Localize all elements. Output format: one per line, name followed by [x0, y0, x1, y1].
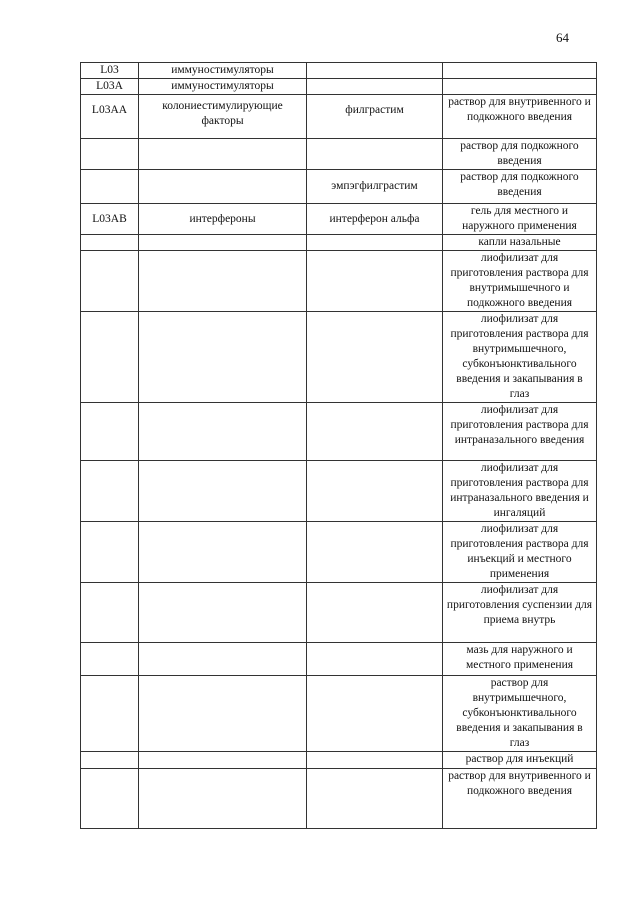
cell-drug — [307, 461, 443, 522]
cell-drug — [307, 312, 443, 403]
cell-code — [81, 752, 139, 769]
table-row — [81, 312, 597, 403]
cell-form — [443, 63, 597, 79]
cell-form: раствор для внутривенного и подкожного введения — [443, 769, 597, 829]
page-number: 64 — [556, 30, 569, 45]
cell-drug — [307, 752, 443, 769]
table-row — [81, 522, 597, 583]
cell-code — [81, 312, 139, 403]
drug-table — [80, 62, 597, 829]
cell-group — [139, 769, 307, 829]
cell-drug — [307, 63, 443, 79]
cell-form: капли назальные — [443, 235, 597, 251]
cell-drug — [307, 139, 443, 170]
cell-group: колониестимулирующие факторы — [139, 95, 307, 139]
cell-group — [139, 139, 307, 170]
cell-group — [139, 752, 307, 769]
cell-drug — [307, 235, 443, 251]
table-row — [81, 79, 597, 95]
cell-group — [139, 461, 307, 522]
cell-code: L03 — [81, 63, 139, 79]
cell-form: лиофилизат для приготовления раствора для интраназального введения — [443, 403, 597, 461]
cell-drug — [307, 522, 443, 583]
cell-group: иммуностимуляторы — [139, 63, 307, 79]
cell-code — [81, 769, 139, 829]
table-row — [81, 204, 597, 235]
cell-group: интерфероны — [139, 204, 307, 235]
cell-code: L03AA — [81, 95, 139, 139]
cell-group — [139, 676, 307, 752]
cell-form: раствор для инъекций — [443, 752, 597, 769]
cell-code — [81, 461, 139, 522]
cell-group — [139, 312, 307, 403]
cell-drug — [307, 643, 443, 676]
cell-code — [81, 235, 139, 251]
cell-group — [139, 403, 307, 461]
cell-form: раствор для внутривенного и подкожного введения — [443, 95, 597, 139]
cell-form: раствор для подкожного введения — [443, 170, 597, 204]
cell-form — [443, 79, 597, 95]
cell-code — [81, 583, 139, 643]
cell-group — [139, 170, 307, 204]
cell-drug — [307, 583, 443, 643]
cell-code — [81, 522, 139, 583]
cell-code — [81, 170, 139, 204]
cell-drug — [307, 79, 443, 95]
cell-form: раствор для подкожного введения — [443, 139, 597, 170]
table-row — [81, 583, 597, 643]
cell-drug: интерферон альфа — [307, 204, 443, 235]
cell-code: L03A — [81, 79, 139, 95]
cell-group — [139, 583, 307, 643]
cell-code — [81, 676, 139, 752]
cell-form: мазь для наружного и местного применения — [443, 643, 597, 676]
cell-code — [81, 139, 139, 170]
cell-code — [81, 251, 139, 312]
table-row — [81, 235, 597, 251]
cell-drug: эмпэгфилграстим — [307, 170, 443, 204]
cell-code — [81, 403, 139, 461]
cell-form: лиофилизат для приготовления раствора для внутримышечного и подкожного введения — [443, 251, 597, 312]
cell-form: лиофилизат для приготовления раствора для интраназального введения и ингаляций — [443, 461, 597, 522]
table-row — [81, 251, 597, 312]
cell-drug — [307, 403, 443, 461]
table-row — [81, 769, 597, 829]
cell-form: лиофилизат для приготовления суспензии для приема внутрь — [443, 583, 597, 643]
cell-form: гель для местного и наружного применения — [443, 204, 597, 235]
table-row — [81, 95, 597, 139]
cell-code: L03AB — [81, 204, 139, 235]
cell-drug: филграстим — [307, 95, 443, 139]
cell-form: раствор для внутримышечного, субконъюнктивального введения и закапывания в глаз — [443, 676, 597, 752]
cell-code — [81, 643, 139, 676]
cell-group — [139, 643, 307, 676]
cell-group — [139, 251, 307, 312]
table-row — [81, 643, 597, 676]
cell-drug — [307, 676, 443, 752]
cell-drug — [307, 251, 443, 312]
cell-form: лиофилизат для приготовления раствора для внутримышечного, субконъюнктивального введения и закапывания в глаз — [443, 312, 597, 403]
table-row — [81, 63, 597, 79]
cell-group — [139, 235, 307, 251]
table-row — [81, 752, 597, 769]
table-row — [81, 170, 597, 204]
table-row — [81, 403, 597, 461]
table-row — [81, 676, 597, 752]
cell-group — [139, 522, 307, 583]
table-row — [81, 139, 597, 170]
cell-group: иммуностимуляторы — [139, 79, 307, 95]
table-row — [81, 461, 597, 522]
cell-form: лиофилизат для приготовления раствора для инъекций и местного применения — [443, 522, 597, 583]
cell-drug — [307, 769, 443, 829]
